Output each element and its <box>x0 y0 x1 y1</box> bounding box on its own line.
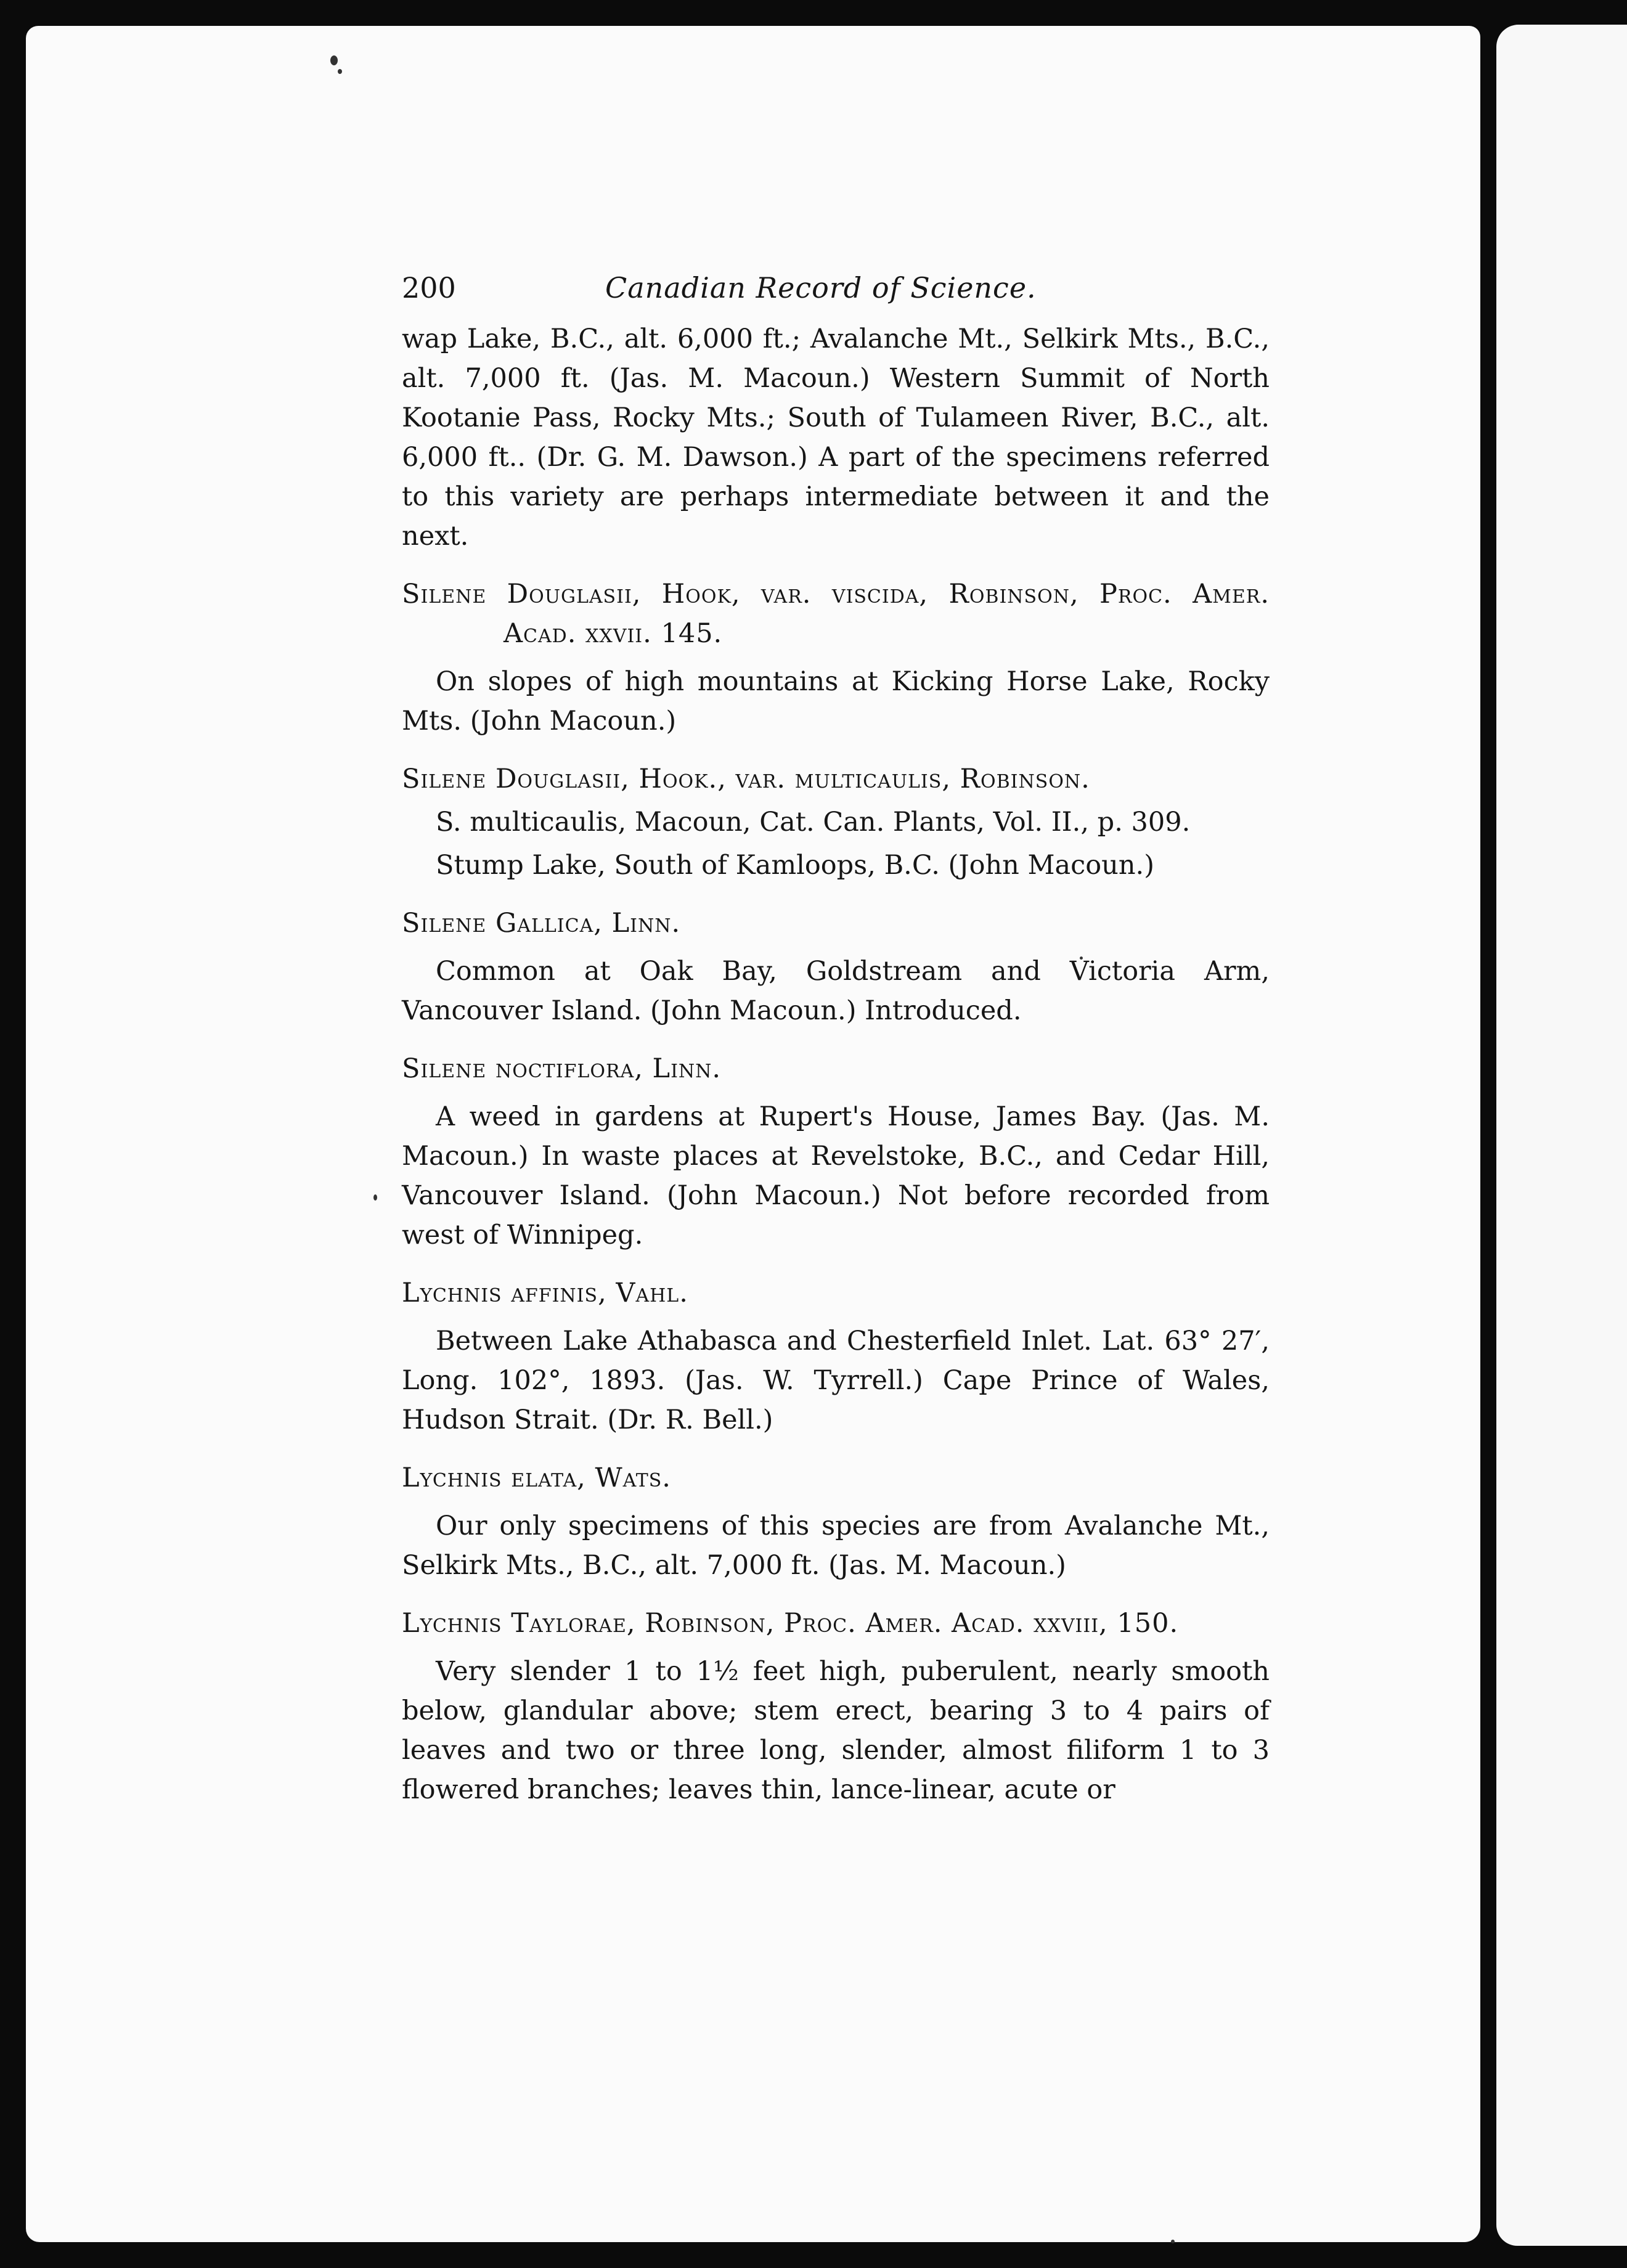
species-heading: Silene noctiflora, Linn. <box>402 1053 722 1084</box>
species-description: On slopes of high mountains at Kicking Horse Lake, Rocky Mts. (John Macoun.) <box>402 666 1270 736</box>
species-heading: Lychnis affinis, Vahl. <box>402 1278 688 1308</box>
continued-paragraph: wap Lake, B.C., alt. 6,000 ft.; Avalanche Mt., Selkirk Mts., B.C., alt. 7,000 ft. (Jas. M. Macoun.) Western Summit of North Kootanie Pass, Rocky Mts.; South of Tulameen River, B.C., alt. 6,000 ft.. (Dr. G. M. Dawson.) A part of the specimens referred to this variety are perhaps intermediate between it and the next. <box>402 324 1270 552</box>
species-heading: Silene Douglasii, Hook., var. multicaulis, Robinson. <box>402 764 1090 794</box>
species-description: Common at Oak Bay, Goldstream and Victoria Arm, Vancouver Island. (John Macoun.) Introduced. <box>402 956 1270 1026</box>
scan-speck <box>338 69 342 74</box>
running-head <box>402 271 1270 314</box>
species-entry <box>402 1049 1270 1255</box>
species-heading: Silene Douglasii, Hook, var. viscida, Robinson, Proc. Amer. Acad. xxvii. 145. <box>402 579 1270 649</box>
journal-title: Canadian Record of Science. <box>605 271 1037 304</box>
species-description: Our only specimens of this species are from Avalanche Mt., Selkirk Mts., B.C., alt. 7,000 ft. (Jas. M. Macoun.) <box>402 1511 1270 1581</box>
species-entry <box>402 1458 1270 1585</box>
scan-speck <box>330 55 338 65</box>
page-content <box>402 271 1270 1809</box>
scan-speck <box>373 1194 377 1201</box>
scan-speck <box>1171 2240 1175 2243</box>
species-entry <box>402 904 1270 1030</box>
species-entry <box>402 1273 1270 1440</box>
species-description: Stump Lake, South of Kamloops, B.C. (John Macoun.) <box>436 850 1154 881</box>
species-description: A weed in gardens at Rupert's House, James Bay. (Jas. M. Macoun.) In waste places at Revelstoke, B.C., and Cedar Hill, Vancouver Island. (John Macoun.) Not before recorded from west of Winnipeg. <box>402 1101 1270 1250</box>
page-number: 200 <box>402 271 456 304</box>
species-description: Between Lake Athabasca and Chesterfield Inlet. Lat. 63° 27′, Long. 102°, 1893. (Jas. W. Tyrrell.) Cape Prince of Wales, Hudson Strait. (Dr. R. Bell.) <box>402 1326 1270 1435</box>
adjacent-page-edge <box>1496 25 1627 2246</box>
species-entry <box>402 574 1270 741</box>
species-heading: Silene Gallica, Linn. <box>402 908 681 939</box>
species-synonym: S. multicaulis, Macoun, Cat. Can. Plants, Vol. II., p. 309. <box>436 807 1191 838</box>
species-entry <box>402 759 1270 885</box>
species-description: Very slender 1 to 1½ feet high, puberulent, nearly smooth below, glandular above; stem erect, bearing 3 to 4 pairs of leaves and two or three long, slender, almost filiform 1 to 3 flowered branches; leaves thin, lance-linear, acute or <box>402 1656 1270 1805</box>
species-heading: Lychnis Taylorae, Robinson, Proc. Amer. Acad. xxviii, 150. <box>402 1608 1179 1639</box>
species-entry <box>402 1604 1270 1809</box>
species-heading: Lychnis elata, Wats. <box>402 1462 671 1493</box>
